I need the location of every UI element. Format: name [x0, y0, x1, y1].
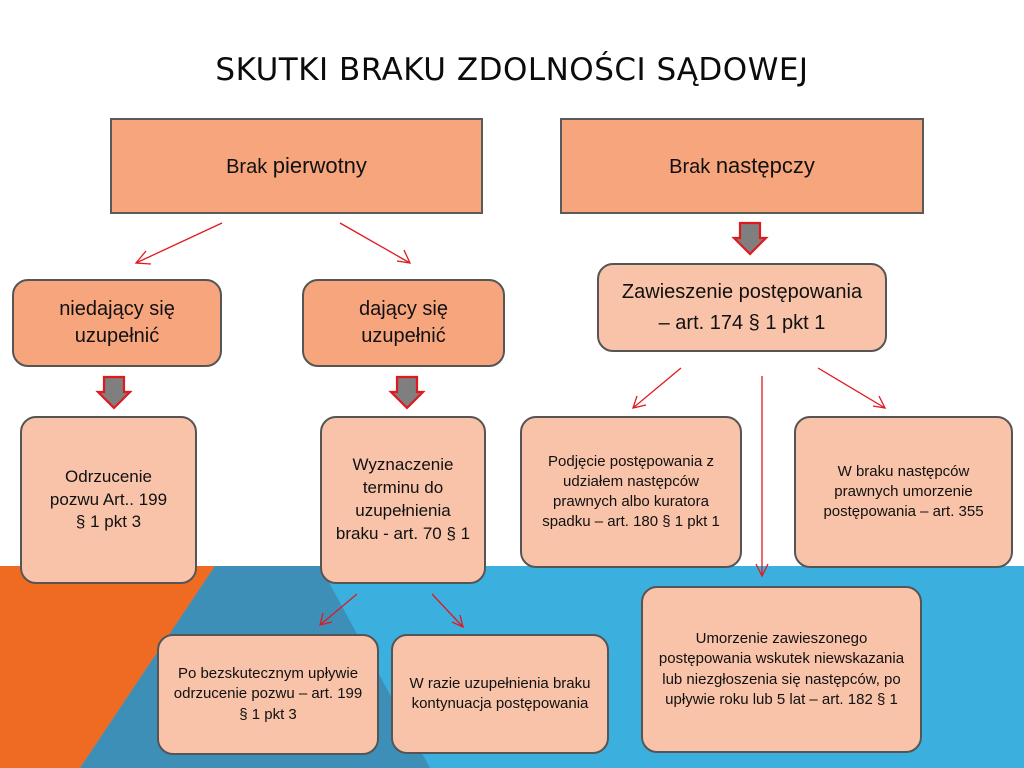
- supplementable-box: dający się uzupełnić: [302, 279, 505, 367]
- resumption-box: Podjęcie postępowania z udziałem następców prawnych albo kuratora spadku – art. 180 § 1 pkt 1: [520, 416, 742, 568]
- no-successors-box: W braku następców prawnych umorzenie postępowania – art. 355: [794, 416, 1013, 568]
- suspension-box: Zawieszenie postępowania – art. 174 § 1 pkt 1: [597, 263, 887, 352]
- secondary-defect-box: [560, 118, 924, 214]
- secondary-word: następczy: [715, 153, 815, 178]
- page-title: SKUTKI BRAKU ZDOLNOŚCI SĄDOWEJ: [215, 52, 809, 88]
- continuation-box: W razie uzupełnienia braku kontynuacja postępowania: [391, 634, 609, 754]
- primary-defect-box: [110, 118, 483, 214]
- primary-word: pierwotny: [272, 153, 367, 178]
- non-supplementable-box: niedający się uzupełnić: [12, 279, 222, 367]
- primary-prefix: Brak: [226, 156, 268, 178]
- discontinuation-box: Umorzenie zawieszonego postępowania wskutek niewskazania lub niezgłoszenia się następców, po upływie roku lub 5 lat – art. 182 § 1: [641, 586, 922, 753]
- secondary-prefix: Brak: [669, 156, 711, 178]
- deadline-box: Wyznaczenie terminu do uzupełnienia braku - art. 70 § 1: [320, 416, 486, 584]
- after-deadline-box: Po bezskutecznym upływie odrzucenie pozwu – art. 199 § 1 pkt 3: [157, 634, 379, 755]
- rejection-box: Odrzucenie pozwu Art.. 199 § 1 pkt 3: [20, 416, 197, 584]
